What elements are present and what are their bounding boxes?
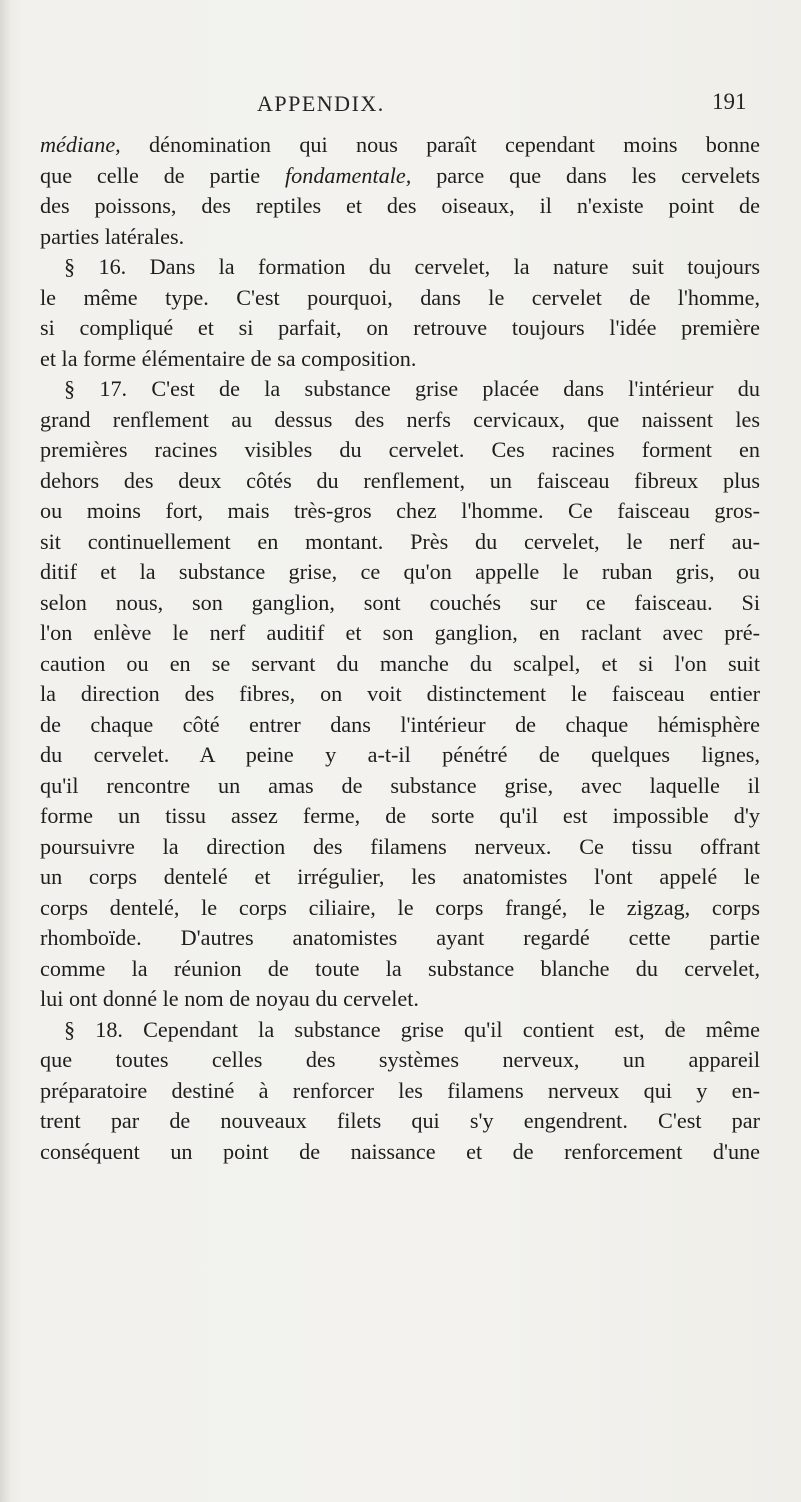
italic-term: fondamentale, [284, 162, 412, 188]
text-line: de chaque côté entrer dans l'intérieur de chaque hémisphère [40, 711, 760, 737]
body-text [40, 130, 760, 1167]
text-line: qu'il rencontre un amas de substance grise, avec laquelle il [40, 772, 760, 798]
text-line: ou moins fort, mais très-gros chez l'homme. Ce faisceau gros- [40, 498, 760, 523]
text-line: des poissons, des reptiles et des oiseaux, il n'existe point de [40, 193, 760, 218]
text-line: lui ont donné le nom de noyau du cervelet. [40, 986, 419, 1011]
text-line: selon nous, son ganglion, sont couchés sur ce faisceau. Si [40, 589, 760, 615]
text-line: trent par de nouveaux filets qui s'y engendrent. C'est par [40, 1108, 760, 1133]
page-binding-edge [0, 0, 10, 1502]
text-line: rhomboïde. D'autres anatomistes ayant regardé cette partie [40, 925, 760, 950]
text-line: et la forme élémentaire de sa composition. [40, 345, 417, 371]
text-line: sit continuellement en montant. Près du cervelet, le nerf au- [40, 528, 760, 554]
text-line: § 18. Cependant la substance grise qu'il contient est, de même [64, 1016, 760, 1042]
line-text: que celle de partie [40, 162, 285, 188]
text-line: un corps dentelé et irrégulier, les anatomistes l'ont appelé le [40, 864, 760, 889]
text-line: ditif et la substance grise, ce qu'on appelle le ruban gris, ou [40, 559, 760, 584]
text-line: grand renflement au dessus des nerfs cervicaux, que naissent les [40, 406, 760, 432]
text-line: que toutes celles des systèmes nerveux, un appareil [40, 1047, 760, 1072]
text-line: dehors des deux côtés du renflement, un faisceau fibreux plus [40, 467, 760, 493]
text-line: forme un tissu assez ferme, de sorte qu'il est impossible d'y [40, 803, 760, 828]
text-line: premières racines visibles du cervelet. Ces racines forment en [40, 437, 760, 462]
line-text: dénomination qui nous paraît cependant moins bonne [120, 132, 760, 157]
text-line [40, 130, 760, 161]
text-line: le même type. C'est pourquoi, dans le cervelet de l'homme, [40, 284, 760, 310]
text-line: caution ou en se servant du manche du scalpel, et si l'on suit [40, 650, 760, 676]
page-number: 191 [712, 89, 747, 114]
text-line: § 17. C'est de la substance grise placée dans l'intérieur du [64, 376, 760, 401]
running-head: APPENDIX. [257, 91, 385, 116]
text-line: corps dentelé, le corps ciliaire, le corps frangé, le zigzag, corps [40, 894, 760, 920]
line-text: parce que dans les cervelets [411, 162, 761, 188]
italic-term: médiane, [40, 132, 121, 157]
page-header [0, 83, 801, 123]
text-line: préparatoire destiné à renforcer les filamens nerveux qui y en- [40, 1077, 760, 1103]
text-line: conséquent un point de naissance et de renforcement d'une [40, 1138, 760, 1164]
text-line: § 16. Dans la formation du cervelet, la nature suit toujours [64, 254, 760, 279]
text-line: l'on enlève le nerf auditif et son ganglion, en raclant avec pré- [40, 620, 760, 645]
text-line: du cervelet. A peine y a-t-il pénétré de quelques lignes, [40, 742, 760, 767]
text-line [40, 161, 760, 192]
text-line: comme la réunion de toute la substance blanche du cervelet, [40, 955, 760, 981]
text-line: la direction des fibres, on voit distinctement le faisceau entier [40, 681, 760, 706]
text-line: si compliqué et si parfait, on retrouve toujours l'idée première [40, 315, 760, 340]
text-line: parties latérales. [40, 223, 185, 249]
text-line: poursuivre la direction des filamens nerveux. Ce tissu offrant [40, 833, 760, 859]
